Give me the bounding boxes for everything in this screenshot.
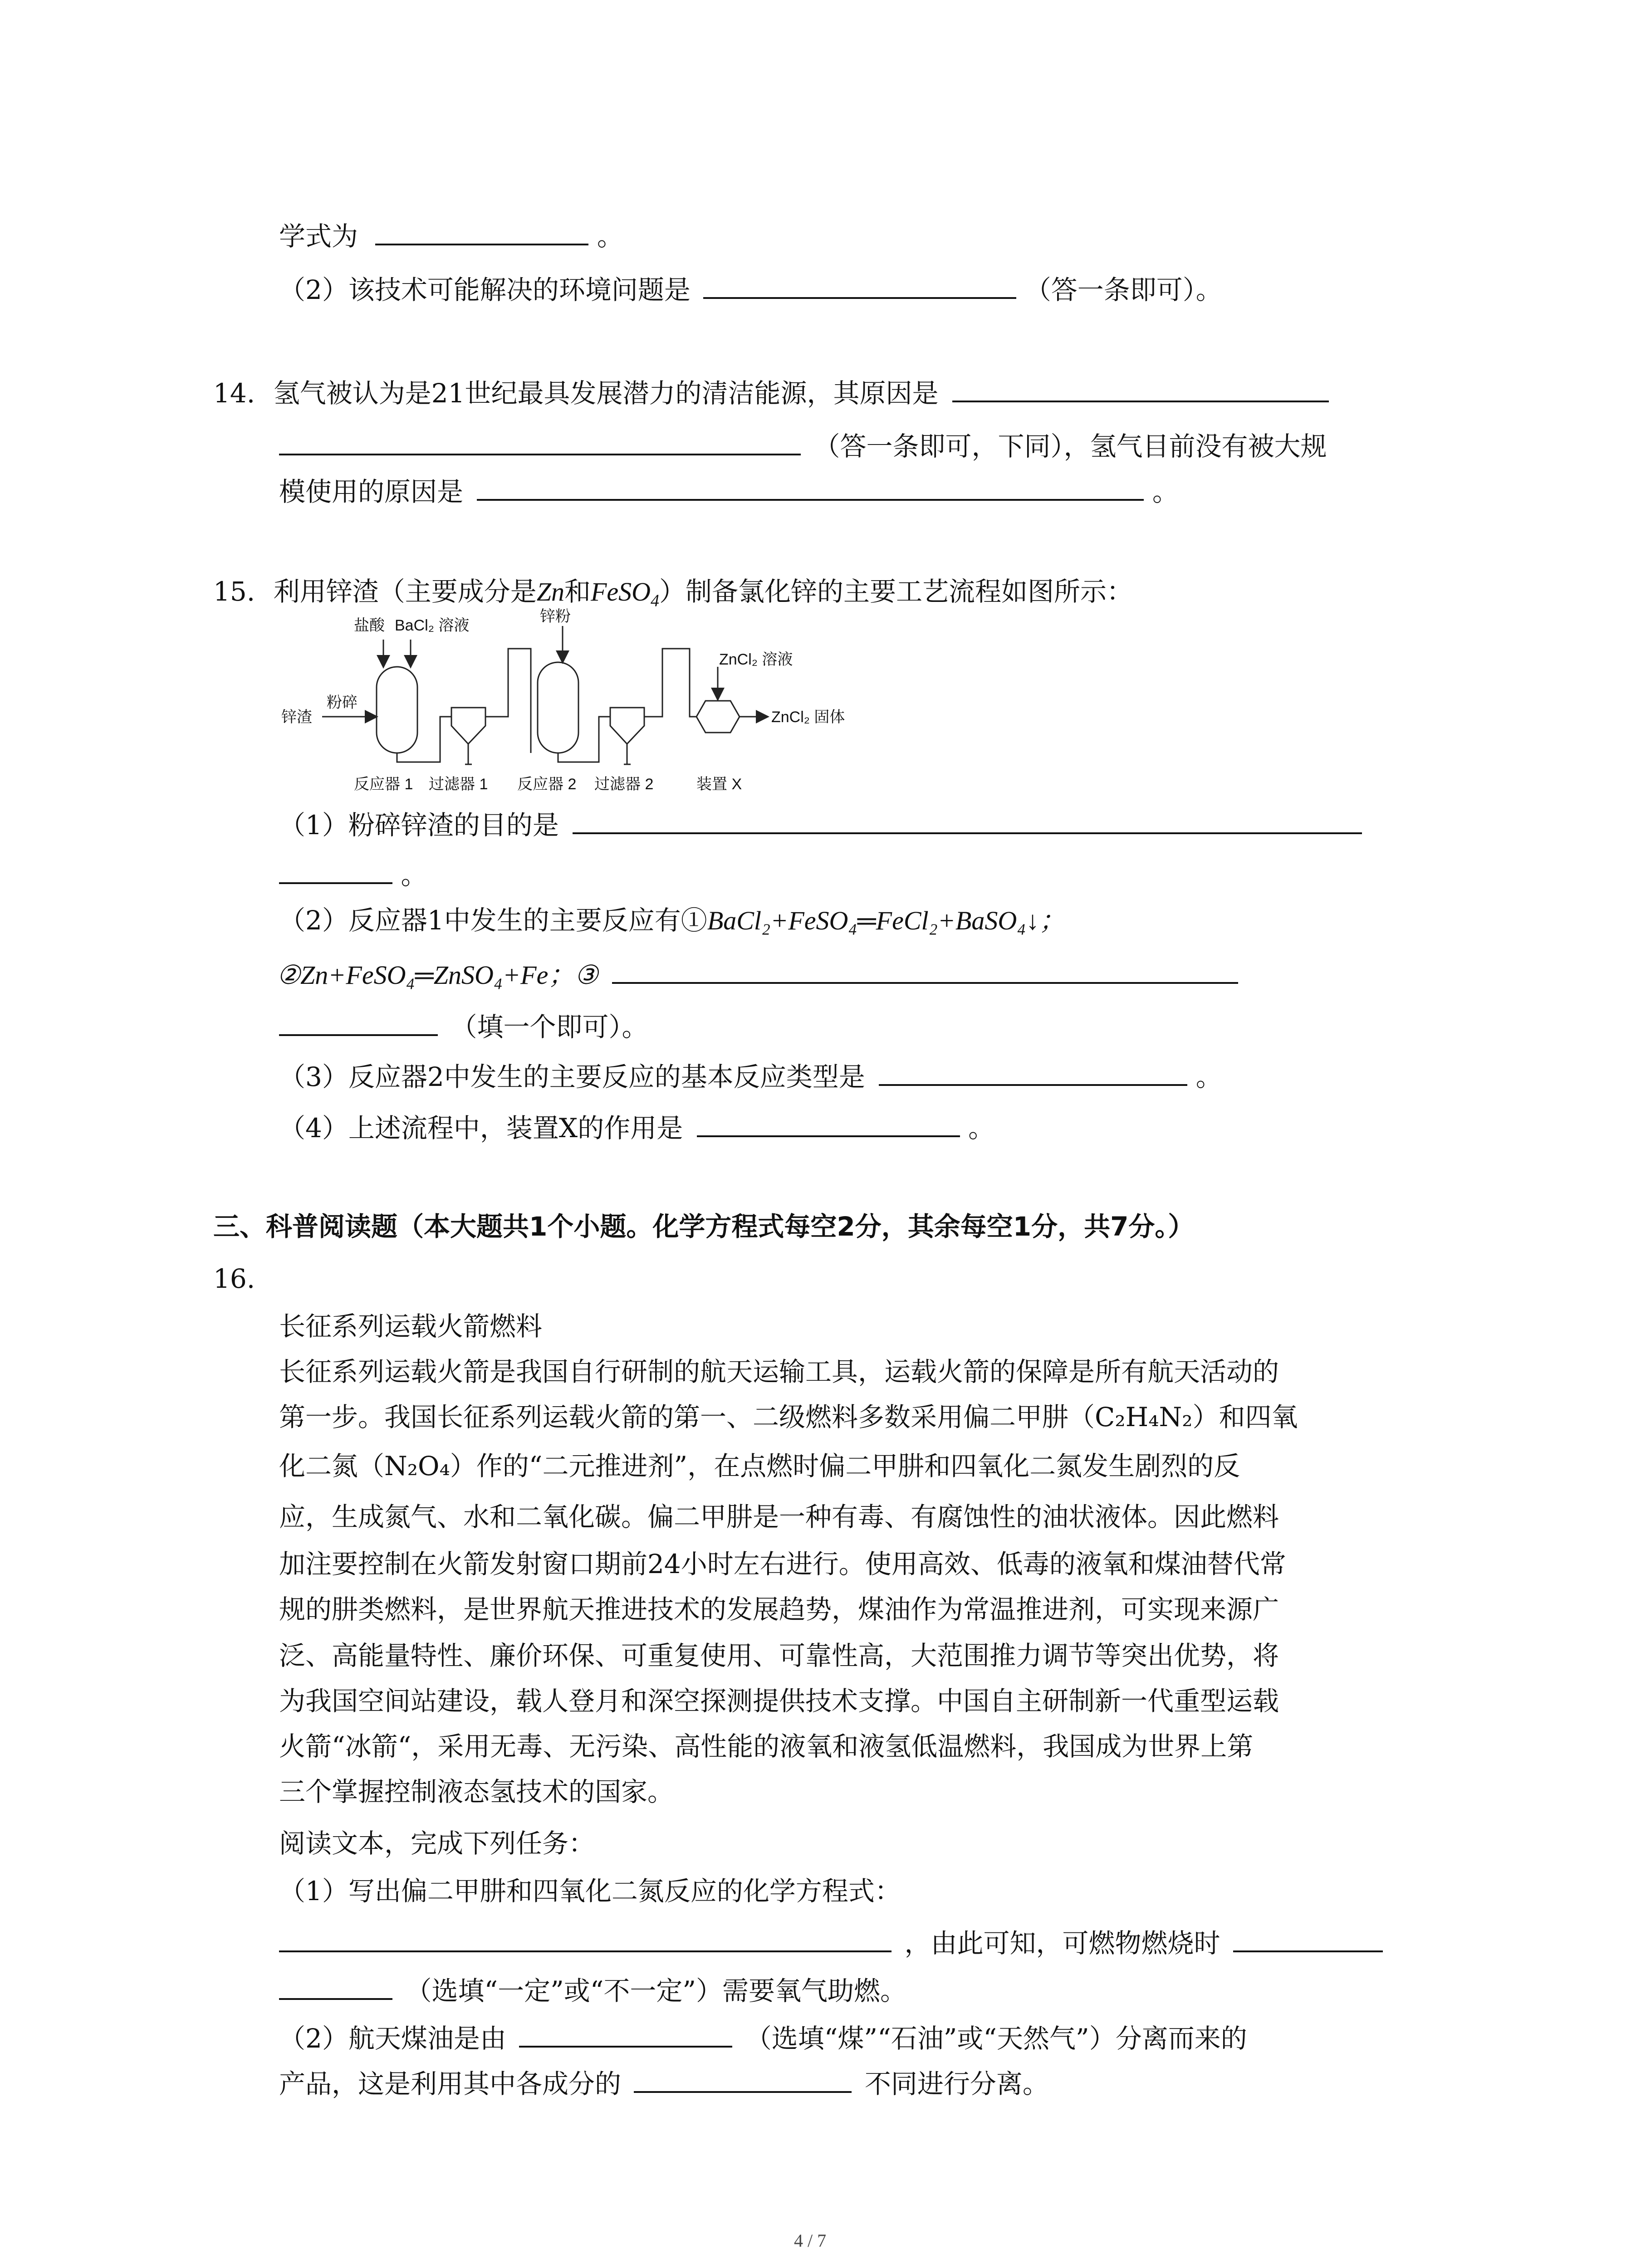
question-number: 15.	[213, 576, 255, 607]
label-filter-2: 过滤器 2	[594, 776, 654, 793]
q15-part4	[279, 1113, 995, 1144]
q14-line1	[213, 378, 1329, 409]
q13-part2-end: （答一条即可）。	[1024, 274, 1222, 305]
answer-blank[interactable]	[703, 277, 1016, 299]
passage-line: 规的肼类燃料，是世界航天推进技术的发展趋势，煤油作为常温推进剂，可实现来源广	[279, 1594, 1279, 1625]
q13-line1-text: 学式为	[279, 221, 358, 252]
section-heading: 三、科普阅读题（本大题共1个小题。化学方程式每空2分，其余每空1分，共7分。）	[213, 1211, 1195, 1242]
answer-blank[interactable]	[612, 962, 1238, 984]
q16-task1: （1）写出偏二甲肼和四氧化二氮反应的化学方程式：	[279, 1876, 901, 1906]
q15-part3	[279, 1061, 1222, 1092]
passage-body	[279, 1356, 1459, 1824]
q15-part1-cont	[279, 862, 427, 888]
label-reactor-1: 反应器 1	[354, 776, 413, 793]
q15-part2-end: （填一个即可）。	[451, 1012, 648, 1042]
filter-1-shape	[451, 708, 485, 744]
reactor-2-shape	[538, 662, 578, 753]
process-flow-diagram	[272, 608, 907, 798]
answer-blank[interactable]	[634, 2071, 852, 2093]
q16-task1-end: （选填“一定”或“不一定”）需要氧气助燃。	[405, 1975, 907, 2006]
q15-part2	[279, 907, 1065, 934]
passage-line: 加注要控制在火箭发射窗口期前24小时左右进行。使用高效、低毒的液氧和煤油替代常	[279, 1549, 1286, 1579]
answer-blank[interactable]	[697, 1115, 960, 1137]
passage-line: 火箭“冰箭“，采用无毒、无污染、高性能的液氧和液氢低温燃料，我国成为世界上第	[279, 1731, 1254, 1762]
q16-task2	[279, 2025, 1247, 2052]
label-filter-1: 过滤器 1	[429, 776, 488, 793]
answer-blank[interactable]	[952, 381, 1329, 402]
q16-task2-line2	[279, 2068, 1049, 2099]
q14-line2	[279, 431, 1327, 462]
filter-2-shape	[610, 708, 644, 744]
q15-part4-end: 。	[968, 1113, 995, 1144]
q13-part2-text: （2）该技术可能解决的环境问题是	[279, 274, 691, 305]
formula-feso4: FeSO	[590, 577, 651, 606]
task-instruction: 阅读文本，完成下列任务：	[279, 1828, 595, 1859]
answer-blank[interactable]	[879, 1064, 1187, 1086]
q16-task2-text: （2）航天煤油是由	[279, 2023, 506, 2054]
formula-zn: Zn	[536, 577, 564, 606]
q16-task2-text: 不同进行分离。	[864, 2068, 1049, 2099]
label-reactor-2: 反应器 2	[517, 776, 577, 793]
q14-end: 。	[1152, 476, 1179, 507]
q16-task1-line3	[279, 1975, 907, 2006]
passage-line: 三个掌握控制液态氢技术的国家。	[279, 1776, 674, 1807]
q13-part2-line	[279, 274, 1222, 305]
answer-blank[interactable]	[279, 862, 392, 884]
label-zncl2-solution: ZnCl₂ 溶液	[719, 651, 793, 668]
q15-intro-text: 利用锌渣（主要成分是	[273, 576, 537, 607]
q16-task2-text: 产品，这是利用其中各成分的	[279, 2068, 622, 2099]
q15-part2-line3	[279, 1014, 648, 1040]
formula-sub: 4	[651, 591, 660, 611]
answer-blank[interactable]	[477, 479, 1144, 501]
q16-task1-mid: ，由此可知，可燃物燃烧时	[904, 1928, 1220, 1959]
label-zncl2-solid: ZnCl₂ 固体	[771, 709, 845, 726]
q14-text: （答一条即可，下同），氢气目前没有被大规	[813, 431, 1327, 462]
q15-part3-end: 。	[1195, 1061, 1222, 1092]
device-x-shape	[696, 701, 740, 733]
answer-blank[interactable]	[573, 812, 1362, 834]
answer-blank[interactable]	[1233, 1931, 1383, 1952]
passage-line: 长征系列运载火箭是我国自行研制的航天运输工具，运载火箭的保障是所有航天活动的	[279, 1356, 1279, 1387]
q15-part1	[279, 810, 1362, 841]
answer-blank[interactable]	[279, 1931, 892, 1952]
passage-title: 长征系列运载火箭燃料	[279, 1311, 543, 1342]
q14-text: 模使用的原因是	[279, 476, 464, 507]
passage-line: 第一步。我国长征系列运载火箭的第一、二级燃料多数采用偏二甲肼（C₂H₄N₂）和四氧	[279, 1402, 1298, 1432]
answer-blank[interactable]	[279, 434, 801, 455]
answer-blank[interactable]	[519, 2026, 732, 2048]
label-zn-powder: 锌粉	[540, 608, 571, 625]
q15-intro-text: ）制备氯化锌的主要工艺流程如图所示：	[659, 576, 1133, 607]
label-zinc-slag: 锌渣	[281, 709, 312, 726]
equation-1: BaCl₂+FeSO₄═FeCl₂+BaSO₄↓；	[707, 906, 1066, 935]
answer-blank[interactable]	[279, 1978, 392, 2000]
answer-blank[interactable]	[375, 224, 588, 245]
q14-line3	[279, 476, 1179, 507]
q15-part1-end: 。	[401, 860, 427, 890]
q13-formula-line	[279, 221, 623, 252]
passage-line: 为我国空间站建设，载人登月和深空探测提供技术支撑。中国自主研制新一代重型运载	[279, 1686, 1279, 1716]
label-crush: 粉碎	[327, 694, 358, 711]
q15-part4-text: （4）上述流程中，装置X的作用是	[279, 1113, 683, 1144]
q16-task1-line2	[279, 1928, 1383, 1959]
q15-part2-line2	[277, 962, 1238, 988]
passage-line: 泛、高能量特性、廉价环保、可重复使用、可靠性高，大范围推力调节等突出优势，将	[279, 1640, 1279, 1671]
equation-2: ②Zn+FeSO₄═ZnSO₄+Fe；③	[277, 960, 598, 990]
answer-blank[interactable]	[279, 1014, 438, 1036]
reactor-1-shape	[377, 667, 417, 753]
q13-end: 。	[597, 221, 623, 252]
passage-line: 化二氮（N₂O₄）作的“二元推进剂”，在点燃时偏二甲肼和四氧化二氮发生剧烈的反	[279, 1451, 1240, 1481]
q15-part1-text: （1）粉碎锌渣的目的是	[279, 810, 559, 841]
q15-part3-text: （3）反应器2中发生的主要反应的基本反应类型是	[279, 1061, 865, 1092]
question-number: 16.	[213, 1263, 255, 1294]
label-bacl2: BaCl₂ 溶液	[395, 617, 470, 634]
page-number: 4 / 7	[794, 2230, 827, 2251]
q15-and: 和	[564, 576, 591, 607]
q15-part2-text: （2）反应器1中发生的主要反应有①	[279, 905, 707, 936]
q16-task2-text: （选填“煤”“石油”或“天然气”）分离而来的	[745, 2023, 1247, 2054]
label-salt-acid: 盐酸	[354, 617, 385, 634]
q15-intro	[213, 578, 1133, 610]
passage-line: 应，生成氮气、水和二氧化碳。偏二甲肼是一种有毒、有腐蚀性的油状液体。因此燃料	[279, 1501, 1279, 1532]
question-number: 14.	[213, 378, 255, 409]
q14-text: 氢气被认为是21世纪最具发展潜力的清洁能源，其原因是	[273, 378, 939, 409]
label-device-x: 装置 X	[696, 776, 742, 793]
